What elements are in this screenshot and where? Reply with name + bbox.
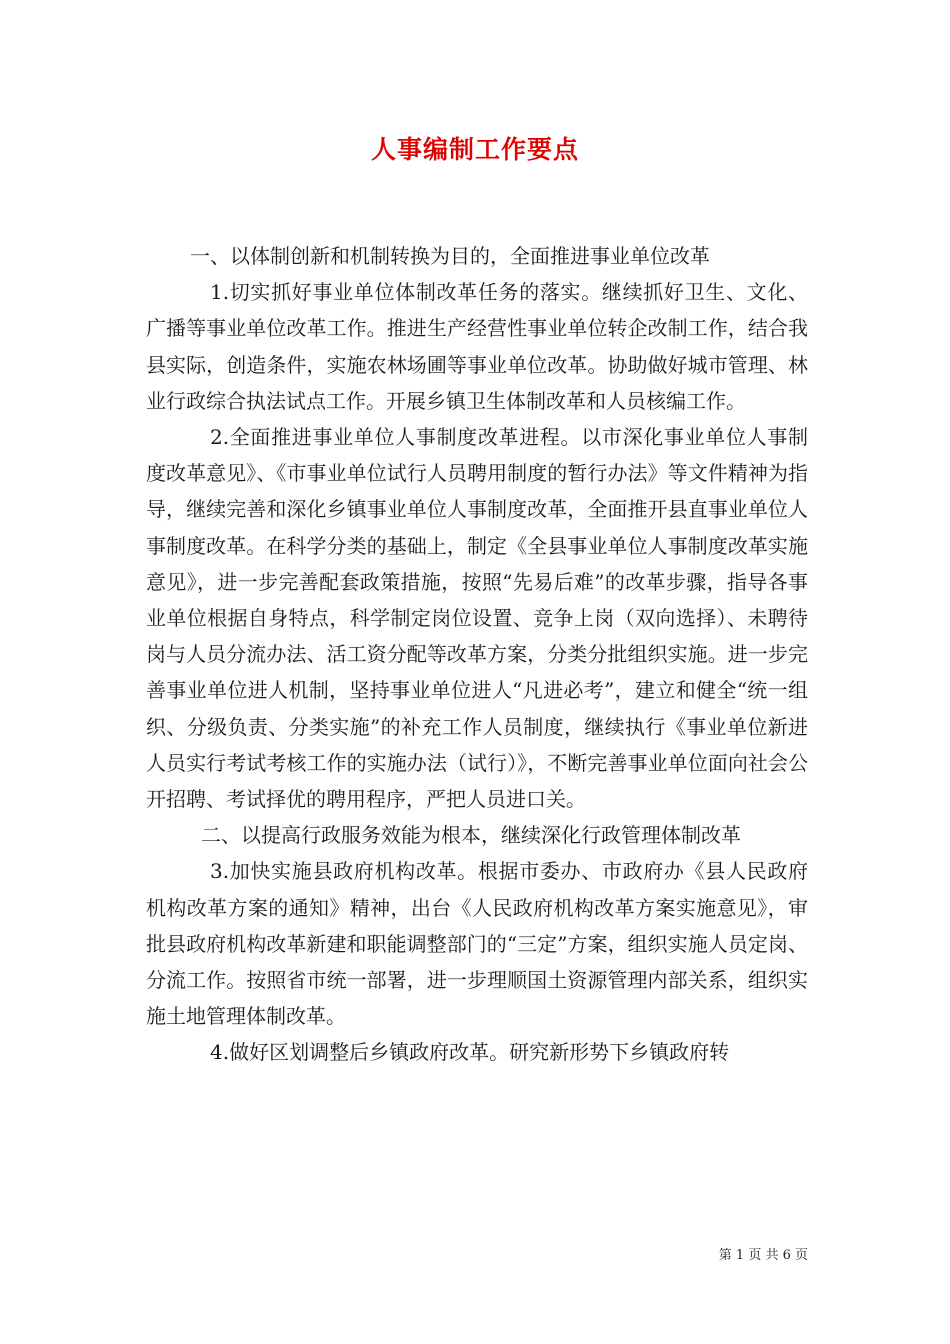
document-title: 人事编制工作要点	[370, 135, 579, 164]
document-body	[146, 238, 808, 1071]
paragraph-item-3: 3.加快实施县政府机构改革。根据市委办、市政府办《县人民政府机构改革方案的通知》精神，出台《人民政府机构改革方案实施意见》，审批县政府机构改革新建和职能调整部门的“三定”方案，组织实施人员定岗、分流工作。按照省市统一部署，进一步理顺国土资源管理内部关系，组织实施土地管理体制改革。	[146, 859, 808, 1029]
paragraph-item-1: 1.切实抓好事业单位体制改革任务的落实。继续抓好卫生、文化、广播等事业单位改革工作。推进生产经营性事业单位转企改制工作，结合我县实际，创造条件，实施农林场圃等事业单位改革。协助做好城市管理、林业行政综合执法试点工作。开展乡镇卫生体制改革和人员核编工作。	[146, 280, 808, 413]
paragraph-item-4: 4.做好区划调整后乡镇政府改革。研究新形势下乡镇政府转	[210, 1040, 730, 1065]
section-heading-2: 二、以提高行政服务效能为根本，继续深化行政管理体制改革	[201, 823, 741, 848]
paragraph-item-2: 2.全面推进事业单位人事制度改革进程。以市深化事业单位人事制度改革意见》、《市事业单位试行人员聘用制度的暂行办法》等文件精神为指导，继续完善和深化乡镇事业单位人事制度改革，全面推开县直事业单位人事制度改革。在科学分类的基础上，制定《全县事业单位人事制度改革实施意见》，进一步完善配套政策措施，按照“先易后难”的改革步骤，指导各事业单位根据自身特点，科学制定岗位设置、竞争上岗（双向选择）、未聘待岗与人员分流办法、活工资分配等改革方案，分类分批组织实施。进一步完善事业单位进人机制，坚持事业单位进人“凡进必考”，建立和健全“统一组织、分级负责、分类实施”的补充工作人员制度，继续执行《事业单位新进人员实行考试考核工作的实施办法（试行）》，不断完善事业单位面向社会公开招聘、考试择优的聘用程序，严把人员进口关。	[146, 425, 808, 812]
page-number-footer: 第 1 页 共 6 页	[718, 1248, 808, 1263]
section-heading-1: 一、以体制创新和机制转换为目的，全面推进事业单位改革	[190, 244, 710, 268]
